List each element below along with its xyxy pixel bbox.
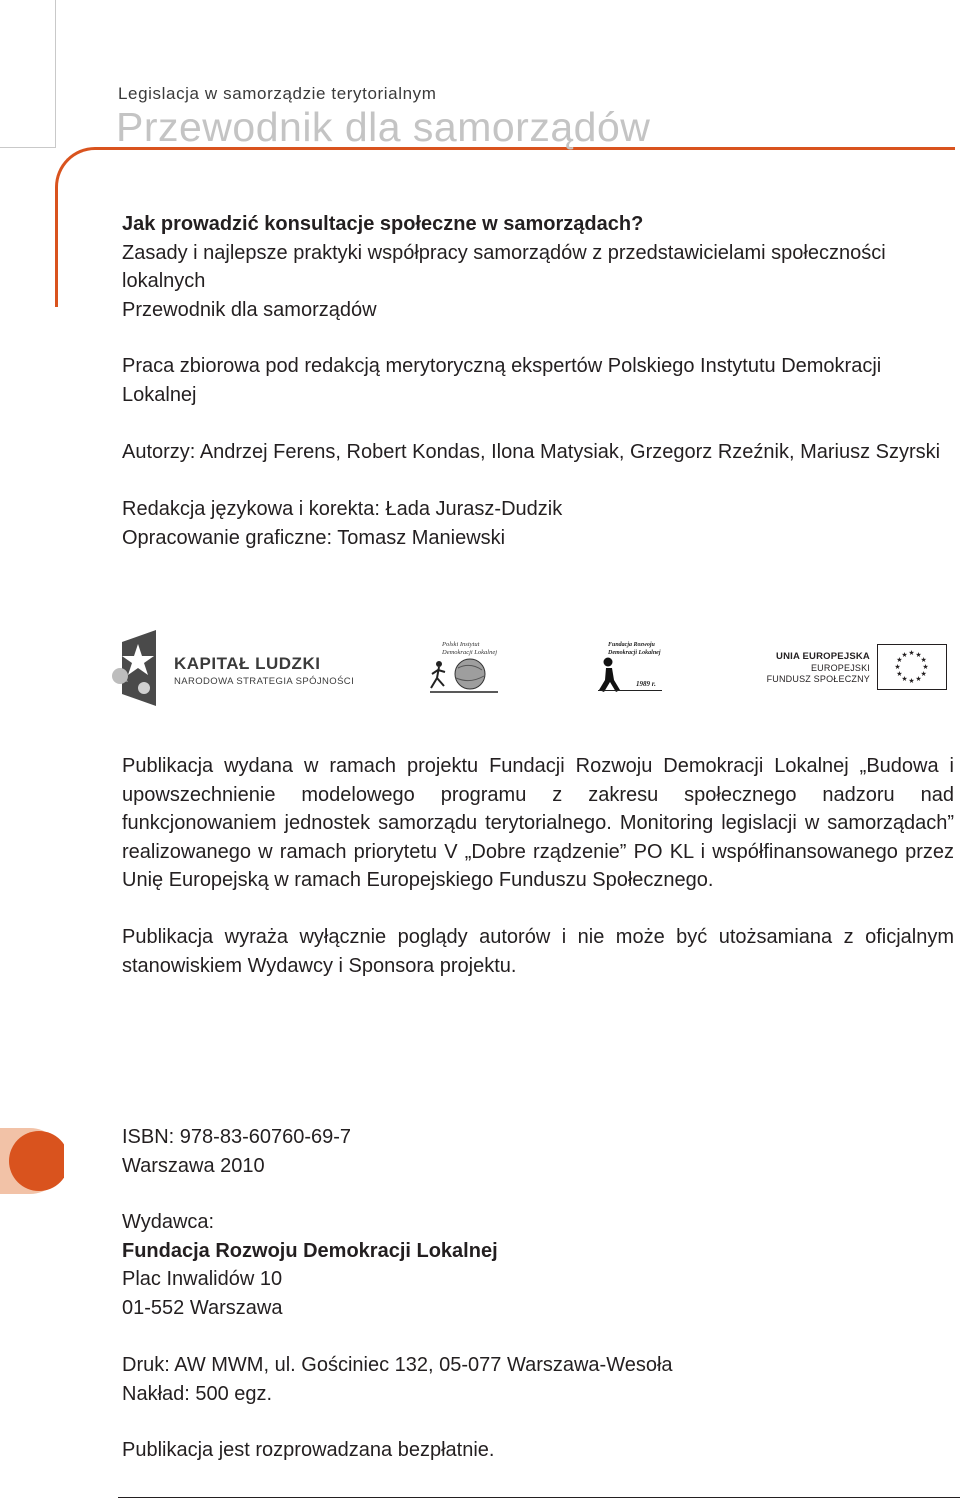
print-block [122, 1351, 922, 1408]
header-horizontal-rule [0, 147, 55, 148]
frdl-logo [596, 640, 666, 696]
eu-line: UNIA EUROPEJSKA [776, 651, 870, 662]
editorial-line: Lokalnej [122, 383, 197, 406]
header-vertical-rule [55, 0, 56, 148]
eu-star-icon: ★ [896, 670, 903, 678]
frdl-line: Demokracji Lokalnej [608, 650, 661, 656]
publisher-block [122, 1208, 822, 1322]
printer: Druk: AW MWM, ul. Gościniec 132, 05-077 Warszawa-Wesoła [122, 1354, 673, 1376]
bottom-rule [118, 1497, 960, 1498]
publisher-street: Plac Inwalidów 10 [122, 1268, 283, 1290]
subtitle-line: Zasady i najlepsze praktyki współpracy samorządów z przedstawicielami społeczności [122, 241, 886, 264]
authors-block [122, 438, 957, 467]
frdl-line: Fundacja Rozwoju [608, 642, 655, 648]
pidl-line: Demokracji Lokalnej [442, 649, 498, 656]
authors: Autorzy: Andrzej Ferens, Robert Kondas, Ilona Matysiak, Grzegorz Rzeźnik, Mariusz Szyrski [122, 441, 941, 463]
credits-block [122, 495, 957, 552]
subtitle-line: Przewodnik dla samorządów [122, 298, 377, 321]
eu-star-icon: ★ [920, 670, 927, 678]
eu-star-icon: ★ [908, 677, 915, 685]
distribution-note: Publikacja jest rozprowadzana bezpłatnie. [122, 1439, 495, 1461]
eu-star-icon: ★ [896, 656, 903, 664]
frdl-underline [598, 690, 662, 691]
book-title-block [122, 210, 957, 324]
eu-line: FUNDUSZ SPOŁECZNY [766, 674, 870, 684]
pidl-line: Polski Instytut [442, 641, 480, 648]
editorial-block [122, 352, 957, 409]
editorial-line: Praca zbiorowa pod redakcją merytoryczną ekspertów Polskiego Instytutu Demokracji [122, 355, 882, 377]
eu-star-icon: ★ [915, 675, 922, 684]
book-title: Jak prowadzić konsultacje społeczne w samorządach? [122, 213, 644, 235]
eu-logo [766, 640, 950, 694]
print-run: Nakład: 500 egz. [122, 1382, 273, 1405]
eu-star-icon: ★ [922, 663, 929, 671]
isbn: ISBN: 978-83-60760-69-7 [122, 1126, 352, 1148]
pidl-logo [428, 640, 508, 696]
series-main-title: Przewodnik dla samorządów [116, 104, 651, 150]
eu-star-icon: ★ [915, 650, 922, 659]
kapital-ludzki-subtitle: NARODOWA STRATEGIA SPÓJNOŚCI [174, 676, 355, 687]
project-note: Publikacja wydana w ramach projektu Fundacji Rozwoju Demokracji Lokalnej „Budowa i upowszechnienie modelowego programu z zakresu społecznego nadzoru nad funkcjonowaniem jednostek samorządu terytorialnego. Monitoring legislacji w samorządach” realizowanego w ramach priorytetu V „Dobre rządzenie” PO KL i współfinansowanego przez Unię Europejską w ramach Europejskiego Funduszu Społecznego. [122, 755, 954, 891]
publisher-city: 01-552 Warszawa [122, 1296, 283, 1319]
frdl-year: 1989 r. [636, 680, 656, 688]
eu-star-icon: ★ [894, 663, 901, 671]
publisher-name: Fundacja Rozwoju Demokracji Lokalnej [122, 1239, 498, 1262]
kapital-ludzki-title: KAPITAŁ LUDZKI [174, 654, 321, 673]
globe-runner-icon [428, 656, 508, 696]
frdl-name [608, 641, 661, 657]
eu-star-icon: ★ [901, 675, 908, 684]
kapital-ludzki-star-icon [108, 630, 168, 706]
eu-line: EUROPEJSKI [810, 663, 870, 673]
eu-stars [878, 645, 945, 688]
isbn-block [122, 1123, 822, 1180]
publisher-label: Wydawca: [122, 1211, 215, 1233]
graphics-credit: Opracowanie graficzne: Tomasz Maniewski [122, 526, 506, 549]
disclaimer: Publikacja wyraża wyłącznie poglądy autorów i nie może być utożsamiana z oficjalnym stanowiskiem Wydawcy i Sponsora projektu. [122, 926, 954, 977]
eu-flag-icon [877, 644, 947, 690]
kapital-ludzki-logo [108, 630, 355, 706]
side-orange-disc-icon [0, 1128, 64, 1194]
eu-star-icon: ★ [901, 650, 908, 659]
series-title: Legislacja w samorządzie terytorialnym [118, 84, 437, 103]
proofreading-credit: Redakcja językowa i korekta: Łada Jurasz-Dudzik [122, 498, 563, 520]
place-year: Warszawa 2010 [122, 1154, 265, 1177]
eu-star-icon: ★ [908, 649, 915, 657]
subtitle-line: lokalnych [122, 270, 206, 292]
pidl-name [442, 641, 497, 657]
eu-star-icon: ★ [920, 656, 927, 664]
